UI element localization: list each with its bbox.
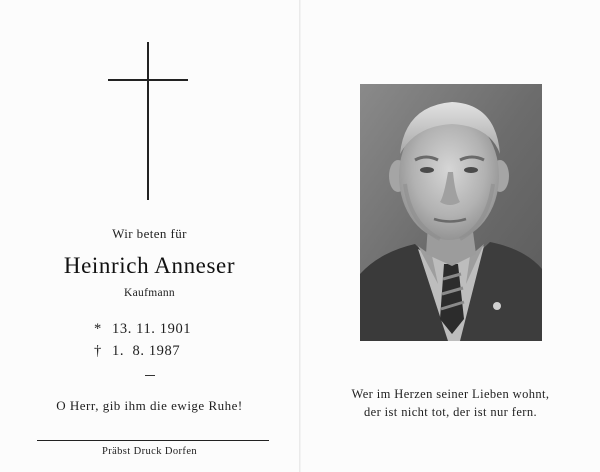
portrait-photo <box>360 84 542 341</box>
intro-text: Wir beten für <box>112 226 187 241</box>
death-symbol: † <box>94 343 102 359</box>
death-date: 1. 8. 1987 <box>112 343 181 359</box>
verse-line-1: Wer im Herzen seiner Lieben wohnt, <box>351 387 550 401</box>
verse-line-2: der ist nicht tot, der ist nur fern. <box>363 405 538 419</box>
prayer-text: O Herr, gib ihm die ewige Ruhe! <box>56 398 243 413</box>
portrait-image <box>360 84 542 341</box>
left-page <box>0 0 299 472</box>
separator-dash <box>145 375 155 376</box>
deceased-name: Heinrich Anneser <box>63 253 236 278</box>
death-date-row <box>94 340 191 362</box>
birth-symbol: * <box>94 321 102 337</box>
life-dates <box>94 318 191 362</box>
cross-icon <box>108 42 190 200</box>
printer-credit: Präbst Druck Dorfen <box>101 446 198 457</box>
birth-date-row <box>94 318 191 340</box>
memorial-verse <box>301 385 600 421</box>
birth-date: 13. 11. 1901 <box>112 321 192 337</box>
right-page <box>301 0 600 472</box>
divider-line <box>37 440 269 441</box>
occupation: Kaufmann <box>124 287 175 299</box>
